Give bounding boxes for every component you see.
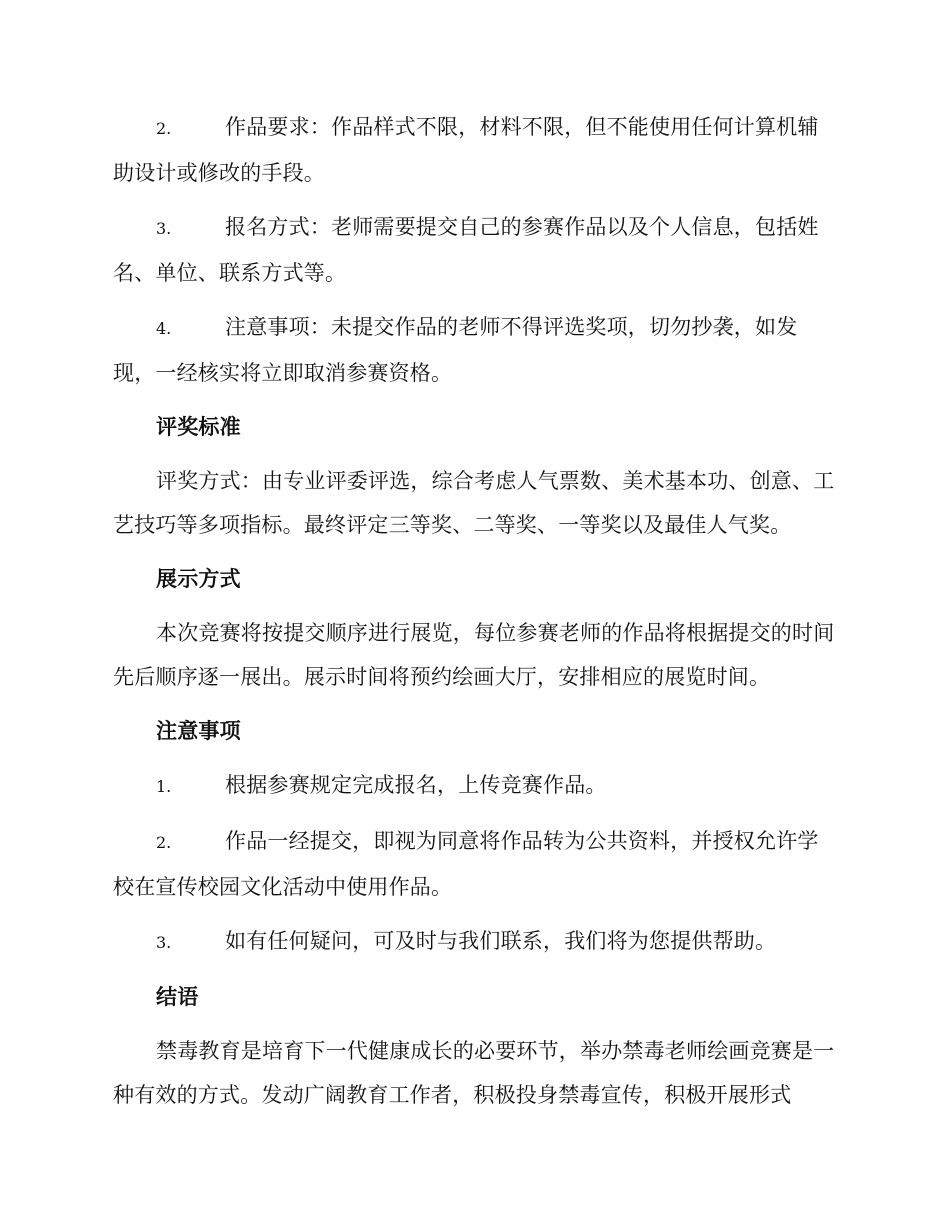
list-item <box>113 763 838 809</box>
section-heading-notes: 注意事项 <box>156 718 241 743</box>
list-number: 2. <box>156 119 172 138</box>
list-item <box>113 819 838 909</box>
document-page <box>113 105 838 1127</box>
section-heading-display: 展示方式 <box>156 566 241 591</box>
paragraph-conclusion: 禁毒教育是培育下一代健康成长的必要环节，举办禁毒老师绘画竞赛是一种有效的方式。发动广阔教育工作者，积极投身禁毒宣传，积极开展形式 <box>113 1039 835 1107</box>
list-item-text: 注意事项：未提交作品的老师不得评选奖项，切勿抄袭，如发现，一经核实将立即取消参赛资格。 <box>113 315 798 385</box>
list-item-text: 作品一经提交，即视为同意将作品转为公共资料，并授权允许学校在宣传校园文化活动中使用作品。 <box>113 829 819 899</box>
list-item-text: 根据参赛规定完成报名，上传竞赛作品。 <box>225 773 607 797</box>
list-item-text: 作品要求：作品样式不限，材料不限，但不能使用任何计算机辅助设计或修改的手段。 <box>113 115 819 185</box>
paragraph-display: 本次竞赛将按提交顺序进行展览，每位参赛老师的作品将根据提交的时间先后顺序逐一展出。展示时间将预约绘画大厅，安排相应的展览时间。 <box>113 621 835 689</box>
list-number: 2. <box>156 833 172 852</box>
list-item-text: 报名方式：老师需要提交自己的参赛作品以及个人信息，包括姓名、单位、联系方式等。 <box>113 215 819 285</box>
list-item <box>113 105 838 195</box>
list-number: 3. <box>156 219 172 238</box>
list-number: 1. <box>156 777 172 796</box>
section-heading-judging: 评奖标准 <box>156 414 241 439</box>
list-item-text: 如有任何疑问，可及时与我们联系，我们将为您提供帮助。 <box>225 929 777 953</box>
list-item <box>113 919 838 965</box>
list-number: 4. <box>156 319 172 338</box>
list-number: 3. <box>156 933 172 952</box>
list-item <box>113 205 838 295</box>
paragraph-judging: 评奖方式：由专业评委评选，综合考虑人气票数、美术基本功、创意、工艺技巧等多项指标。最终评定三等奖、二等奖、一等奖以及最佳人气奖。 <box>113 469 835 537</box>
section-heading-conclusion: 结语 <box>156 984 199 1009</box>
list-item <box>113 305 838 395</box>
